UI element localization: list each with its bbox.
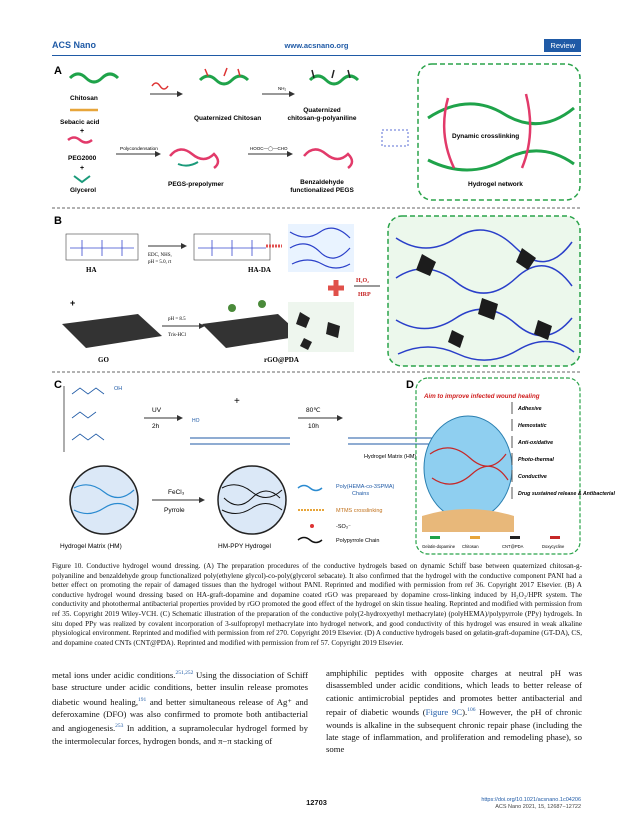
panel-d-property: Photo-thermal xyxy=(518,457,554,463)
glycerol-icon xyxy=(74,176,90,182)
aim-label: Aim to improve infected wound healing xyxy=(424,393,540,400)
caption-text: Figure 10. Conductive hydrogel wound dressing. (A) The preparation procedures of the conductive hydrogels based on dynamic Schiff base between quaternized chitosan-g-polyaniline and benzaldehyde group functionalized poly(ethylene glycol)-co-poly(glycerol sebacate). It also confirmed that the hydrogel with the conductive component PANI had a better effect on promoting the repair of damaged tissues than the hydrogel without PANI. Reprinted and modified with permission from ref 36. Copyright 2017 Elsevier. (B) A conductive hydrogel wound dressing based on HA-graft-dopamine and dopamine coated rGO was prepareaed by dopamine cross-linking induced by H₂O₂/HPR system. The conductivity and photothermal antibacterial properties provided by rGO promoted the good effect of the hydrogel on skin tissue healing. Reprinted and modified with permission from ref 35. Copyright 2019 Wiley-VCH. (C) Schematic illustration of the preparation of the conductive poly(2-hydroxyethyl methacrylate) (polyHEMA)/polypyrrole (PPy) hydrogels. In situ doped PPy was realized by covalent incorporation of 3-sulfopropyl methacrylate into hydrogel network, and good conductivity of this hydrogel was ensured in weak alkaline physiological environment. Reprinted and modified with permission from ref 270. Copyright 2019 Elsevier. (D) A conductive hydrogels based on gelatin-graft-dopamine (GT-DA), CS, and dopamine coated CNTs (CNT@PDA). Reprinted and modified with permission from ref 57. Copyright 2019 Elsevier. xyxy=(52,562,582,647)
pda-dot-2 xyxy=(258,300,266,308)
pegs-glycerol-link xyxy=(178,162,198,166)
qcsp-label-line2: chitosan-g-polyaniline xyxy=(287,115,357,122)
hm-label: Hydrogel Matrix (HM) xyxy=(60,543,122,550)
ref-253[interactable]: 253 xyxy=(115,723,124,730)
col1-text-1: metal ions under acidic conditions. xyxy=(52,669,176,680)
legend-chains-2: Chains xyxy=(352,491,370,497)
uv-time-label: 2h xyxy=(152,423,160,430)
sebacic-label: Sebacic acid xyxy=(60,119,100,126)
legend-swatch xyxy=(510,536,520,539)
citation: ACS Nano 2021, 15, 12687−12722 xyxy=(495,804,581,810)
ha-reagents-1: EDC, NHS, xyxy=(148,253,172,258)
legend-chains-icon xyxy=(298,486,322,491)
doi-link[interactable]: https://doi.org/10.1021/acsnano.1c04206 xyxy=(481,797,581,803)
skin-layer xyxy=(422,509,514,532)
legend-entry: CNT@PDA xyxy=(502,544,524,549)
figure-10 xyxy=(52,58,615,558)
legend-entry: Doxycycline xyxy=(542,544,565,549)
chitosan-chain xyxy=(70,74,118,82)
pda-dot-1 xyxy=(228,304,236,312)
figure-9c-link[interactable]: Figure 9C xyxy=(425,707,463,718)
network-chain-1 xyxy=(428,104,574,124)
ref-191[interactable]: 191 xyxy=(138,696,147,703)
go-label: GO xyxy=(98,356,109,364)
legend-mtms-label: MTMS crosslinking xyxy=(336,508,383,514)
legend-entry: Gelatin-dopamine xyxy=(422,544,456,549)
footer-doi xyxy=(481,797,581,811)
quat-chitosan-chain xyxy=(200,76,248,84)
col2-text-2: ). xyxy=(462,707,468,718)
ha-structure-lines xyxy=(70,240,134,256)
panel-d-property: Hemostatic xyxy=(518,423,547,429)
ph-label: pH = 8.5 xyxy=(168,317,186,322)
mixing-arrow xyxy=(382,130,408,146)
col1-text-3: and better simultaneous release of Ag⁺ and deferoxamine (DFO) was also confirmed to promote both antibacterial and angiogenesis. xyxy=(52,696,309,734)
page-number: 12703 xyxy=(306,798,327,807)
panel-d-properties xyxy=(512,402,615,499)
qcsp-label-line1: Quaternized xyxy=(303,107,341,114)
panel-b-label: B xyxy=(54,215,62,227)
glycerol-label: Glycerol xyxy=(70,187,97,194)
combine-plus-icon xyxy=(328,280,344,296)
panel-d-property: Conductive xyxy=(518,474,547,480)
panel-d-legend xyxy=(422,536,565,549)
journal-name: ACS Nano xyxy=(52,40,97,50)
legend-chains-1: Poly(HEMA-co-3SPMA) xyxy=(336,484,395,490)
hm-ppy-label: HM-PPY Hydrogel xyxy=(218,543,271,550)
panel-d-property: Anti-oxidative xyxy=(518,440,554,446)
section-badge: Review xyxy=(544,39,581,52)
b-hydrogel-box xyxy=(388,216,580,366)
pegs-prepolymer-label: PEGS-prepolymer xyxy=(168,181,224,188)
rgo-pda-label: rGO@PDA xyxy=(264,356,299,364)
pegs-prepolymer-chain xyxy=(170,149,218,168)
panel-d-label: D xyxy=(406,379,414,391)
spma-monomer xyxy=(72,434,104,440)
legend-entry: Chitosan xyxy=(462,544,479,549)
wound-dome xyxy=(424,416,512,520)
legend-so3-label: -SO₃⁻ xyxy=(336,524,351,530)
hm-sphere xyxy=(70,466,138,534)
fecl3-label: FeCl₃ xyxy=(168,489,185,496)
tris-label: Tris-HCl xyxy=(168,333,186,338)
temp-time-label: 10h xyxy=(308,423,319,430)
page-header xyxy=(52,40,581,54)
hydrogel-network-box xyxy=(418,64,580,200)
ha-label: HA xyxy=(86,266,97,274)
peg-label: PEG2000 xyxy=(68,155,97,162)
qcsp-chain xyxy=(310,76,358,84)
legend-so3-icon xyxy=(310,524,314,528)
ha-da-structure-lines xyxy=(198,240,266,256)
b-plus: + xyxy=(70,298,76,308)
pyrrole-label: Pyrrole xyxy=(164,507,185,514)
col2-text-3: However, the pH of chronic wounds is alkaline in the subsequent chronic repair phase (including the late stage of inflammation, and proliferation and remodeling phase), so some xyxy=(326,707,582,755)
col2-text-1: amphiphilic peptides with opposite charges at neutral pH was disassembled under acidic conditions, which leads to better release of cationic antimicrobial peptides and promotes better antibacterial and repair of diabetic wounds ( xyxy=(326,668,582,718)
ref-106[interactable]: 106 xyxy=(467,707,476,714)
figure-caption xyxy=(52,562,582,648)
legend-swatch xyxy=(470,536,480,539)
peg-icon xyxy=(68,138,92,143)
chitosan-label: Chitosan xyxy=(70,95,98,102)
nh2-label: NH₂ xyxy=(278,86,287,91)
body-column-2 xyxy=(326,667,582,756)
hm-ppy-sphere xyxy=(218,466,286,534)
rgo-network xyxy=(288,302,354,352)
legend-ppy-label: Polypyrrole Chain xyxy=(336,538,380,544)
dynamic-crosslinking-label: Dynamic crosslinking xyxy=(452,133,520,140)
uv-label: UV xyxy=(152,407,162,414)
temp-label: 80℃ xyxy=(306,407,321,414)
go-sheet xyxy=(62,314,162,348)
c-plus: + xyxy=(234,396,240,407)
plus-1: + xyxy=(80,128,85,135)
c-oh-label: OH xyxy=(114,386,123,392)
panel-c-label: C xyxy=(54,379,62,391)
c-ho-label: HO xyxy=(192,418,200,424)
quat-chitosan-label: Quaternized Chitosan xyxy=(194,115,262,122)
pegs-fa-label-line1: Benzaldehyde xyxy=(300,179,344,186)
legend-swatch xyxy=(550,536,560,539)
col1-text-2: Using the dissociation of Schiff base structure under acidic conditions, better insulin release promotes diabetic wound healing, xyxy=(52,669,308,707)
reagent-quat xyxy=(152,83,168,89)
panel-d-property: Adhesive xyxy=(518,406,542,412)
ha-reagents-2: pH = 5.0, rt xyxy=(148,260,172,265)
legend-ppy-icon xyxy=(298,538,322,543)
c-hm-label: Hydrogel Matrix (HM) xyxy=(364,454,417,460)
hema-monomer xyxy=(72,388,104,394)
panel-a-label: A xyxy=(54,65,62,77)
journal-site-link[interactable]: www.acsnano.org xyxy=(284,41,349,50)
body-column-1 xyxy=(52,667,308,747)
plus-2: + xyxy=(80,165,85,172)
panel-d-property: Drug sustained release & Antibacterial xyxy=(518,491,615,497)
ha-da-label: HA-DA xyxy=(248,266,271,274)
h2o2-label: H₂O₂ xyxy=(356,278,369,284)
col1-text-4: In addition, a supramolecular hydrogel formed by the intermolecular forces, hydrogen bonds, and π−π stacking of xyxy=(52,723,308,746)
legend-swatch xyxy=(430,536,440,539)
pegs-fa-label-line2: functionalized PEGS xyxy=(290,187,354,194)
ref-251-252[interactable]: 251,252 xyxy=(175,670,194,676)
mtms-monomer xyxy=(72,412,96,418)
hydrogel-network-label: Hydrogel network xyxy=(468,181,523,188)
polycondensation-label: Polycondensation xyxy=(120,147,158,152)
hrp-label: HRP xyxy=(358,292,371,298)
pegs-fa-chain xyxy=(304,149,352,168)
rgo-pda-sheet xyxy=(202,314,302,348)
benzaldehyde-reagent: HOOC—◯—CHO xyxy=(250,146,288,151)
header-rule xyxy=(52,55,581,56)
